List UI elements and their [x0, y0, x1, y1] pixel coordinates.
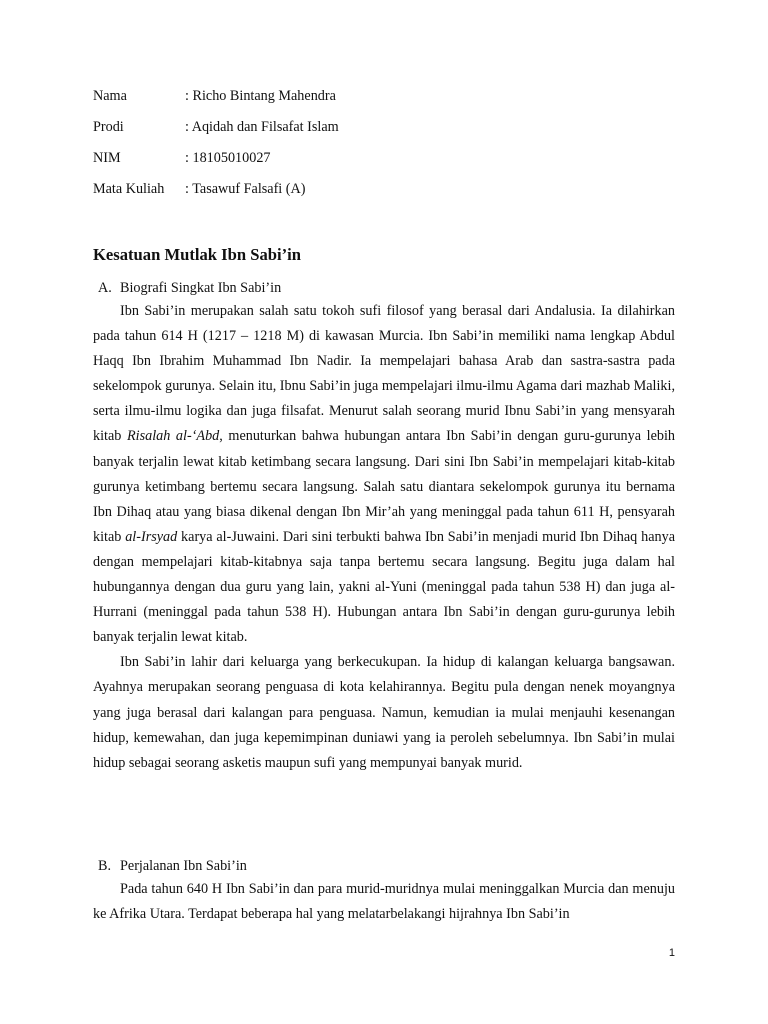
student-info — [93, 86, 339, 210]
section-letter: B. — [98, 858, 112, 874]
section-heading — [93, 278, 675, 298]
info-label: Prodi — [93, 119, 124, 135]
info-row-program — [93, 117, 339, 137]
text-run: , menuturkan bahwa hubungan antara Ibn Sabi’in dengan guru-gurunya lebih banyak terjalin lewat kitab ketimbang secara langsung. Dari sini Ibn Sabi’in mempelajari kitab-kitab gurunya ketimbang bertemu secara langsung. Salah satu diantara sekelompok gurunya itu bernama Ibn Dihaq atau yang biasa dikenal dengan Ibn Mir’ah yang meninggal pada tahun 611 H, pensyarah kitab — [93, 428, 675, 545]
section-title: Perjalanan Ibn Sabi’in — [120, 858, 247, 874]
paragraph — [93, 877, 675, 927]
document-title: Kesatuan Mutlak Ibn Sabi’in — [93, 245, 301, 264]
section-biography — [93, 278, 675, 776]
paragraph — [93, 650, 675, 775]
section-title: Biografi Singkat Ibn Sabi’in — [120, 280, 282, 296]
text-run: Ibn Sabi’in lahir dari keluarga yang berkecukupan. Ia hidup di kalangan keluarga bangsawan. Ayahnya merupakan seorang penguasa di kota kelahirannya. Begitu pula dengan nenek moyangnya yang juga berasal dari kalangan para penguasa. Namun, kemudian ia mulai menjauhi kesenangan hidup, kemewahan, dan juga kepemimpinan duniawi yang ia peroleh sebelumnya. Ibn Sabi’in mulai hidup sebagai seorang asketis maupun sufi yang mempunyai banyak murid. — [93, 654, 675, 771]
text-run: Ibn Sabi’in merupakan salah satu tokoh sufi filosof yang berasal dari Andalusia. Ia dilahirkan pada tahun 614 H (1217 – 1218 M) di kawasan Murcia. Ibn Sabi’in memiliki nama lengkap Abdul Haqq Ibn Ibrahim Muhammad Ibn Nadir. Ia mempelajari bahasa Arab dan sastra-sastra pada sekelompok gurunya. Selain itu, Ibnu Sabi’in juga mempelajari ilmu-ilmu Agama dari mazhab Maliki, serta ilmu-ilmu logika dan juga filsafat. Menurut salah seorang murid Ibnu Sabi’in yang mensyarah kitab — [93, 303, 675, 445]
italic-text: al-Irsyad — [125, 528, 178, 545]
info-row-name — [93, 86, 339, 106]
section-journey — [93, 856, 675, 927]
info-value: : Aqidah dan Filsafat Islam — [185, 119, 339, 135]
info-label: Mata Kuliah — [93, 181, 165, 197]
italic-text: Risalah al-‘Abd — [126, 428, 220, 445]
info-label: Nama — [93, 88, 127, 104]
section-heading — [93, 856, 675, 876]
info-label: NIM — [93, 150, 121, 166]
section-letter: A. — [98, 280, 112, 296]
info-value: : Richo Bintang Mahendra — [185, 88, 336, 104]
info-value: : 18105010027 — [185, 150, 271, 166]
text-run: Pada tahun 640 H Ibn Sabi’in dan para murid-muridnya mulai meninggalkan Murcia dan menuju ke Afrika Utara. Terdapat beberapa hal yang melatarbelakangi hijrahnya Ibn Sabi’in — [93, 881, 675, 923]
text-run: karya al-Juwaini. Dari sini terbukti bahwa Ibn Sabi’in menjadi murid Ibn Dihaq hanya dengan mempelajari kitab-kitabnya saja tanpa bertemu secara langsung. Begitu juga dalam hal hubungannya dengan dua guru yang lain, yakni al-Yuni (meninggal pada tahun 538 H) dan juga al-Hurrani (meninggal pada tahun 538 H). Hubungan antara Ibn Sabi’in dengan guru-gurunya lebih banyak terjalin lewat kitab. — [93, 528, 675, 646]
info-row-nim — [93, 148, 339, 168]
paragraph — [93, 299, 675, 650]
page-number: 1 — [668, 947, 675, 959]
info-value: : Tasawuf Falsafi (A) — [185, 181, 306, 197]
info-row-course — [93, 179, 339, 199]
